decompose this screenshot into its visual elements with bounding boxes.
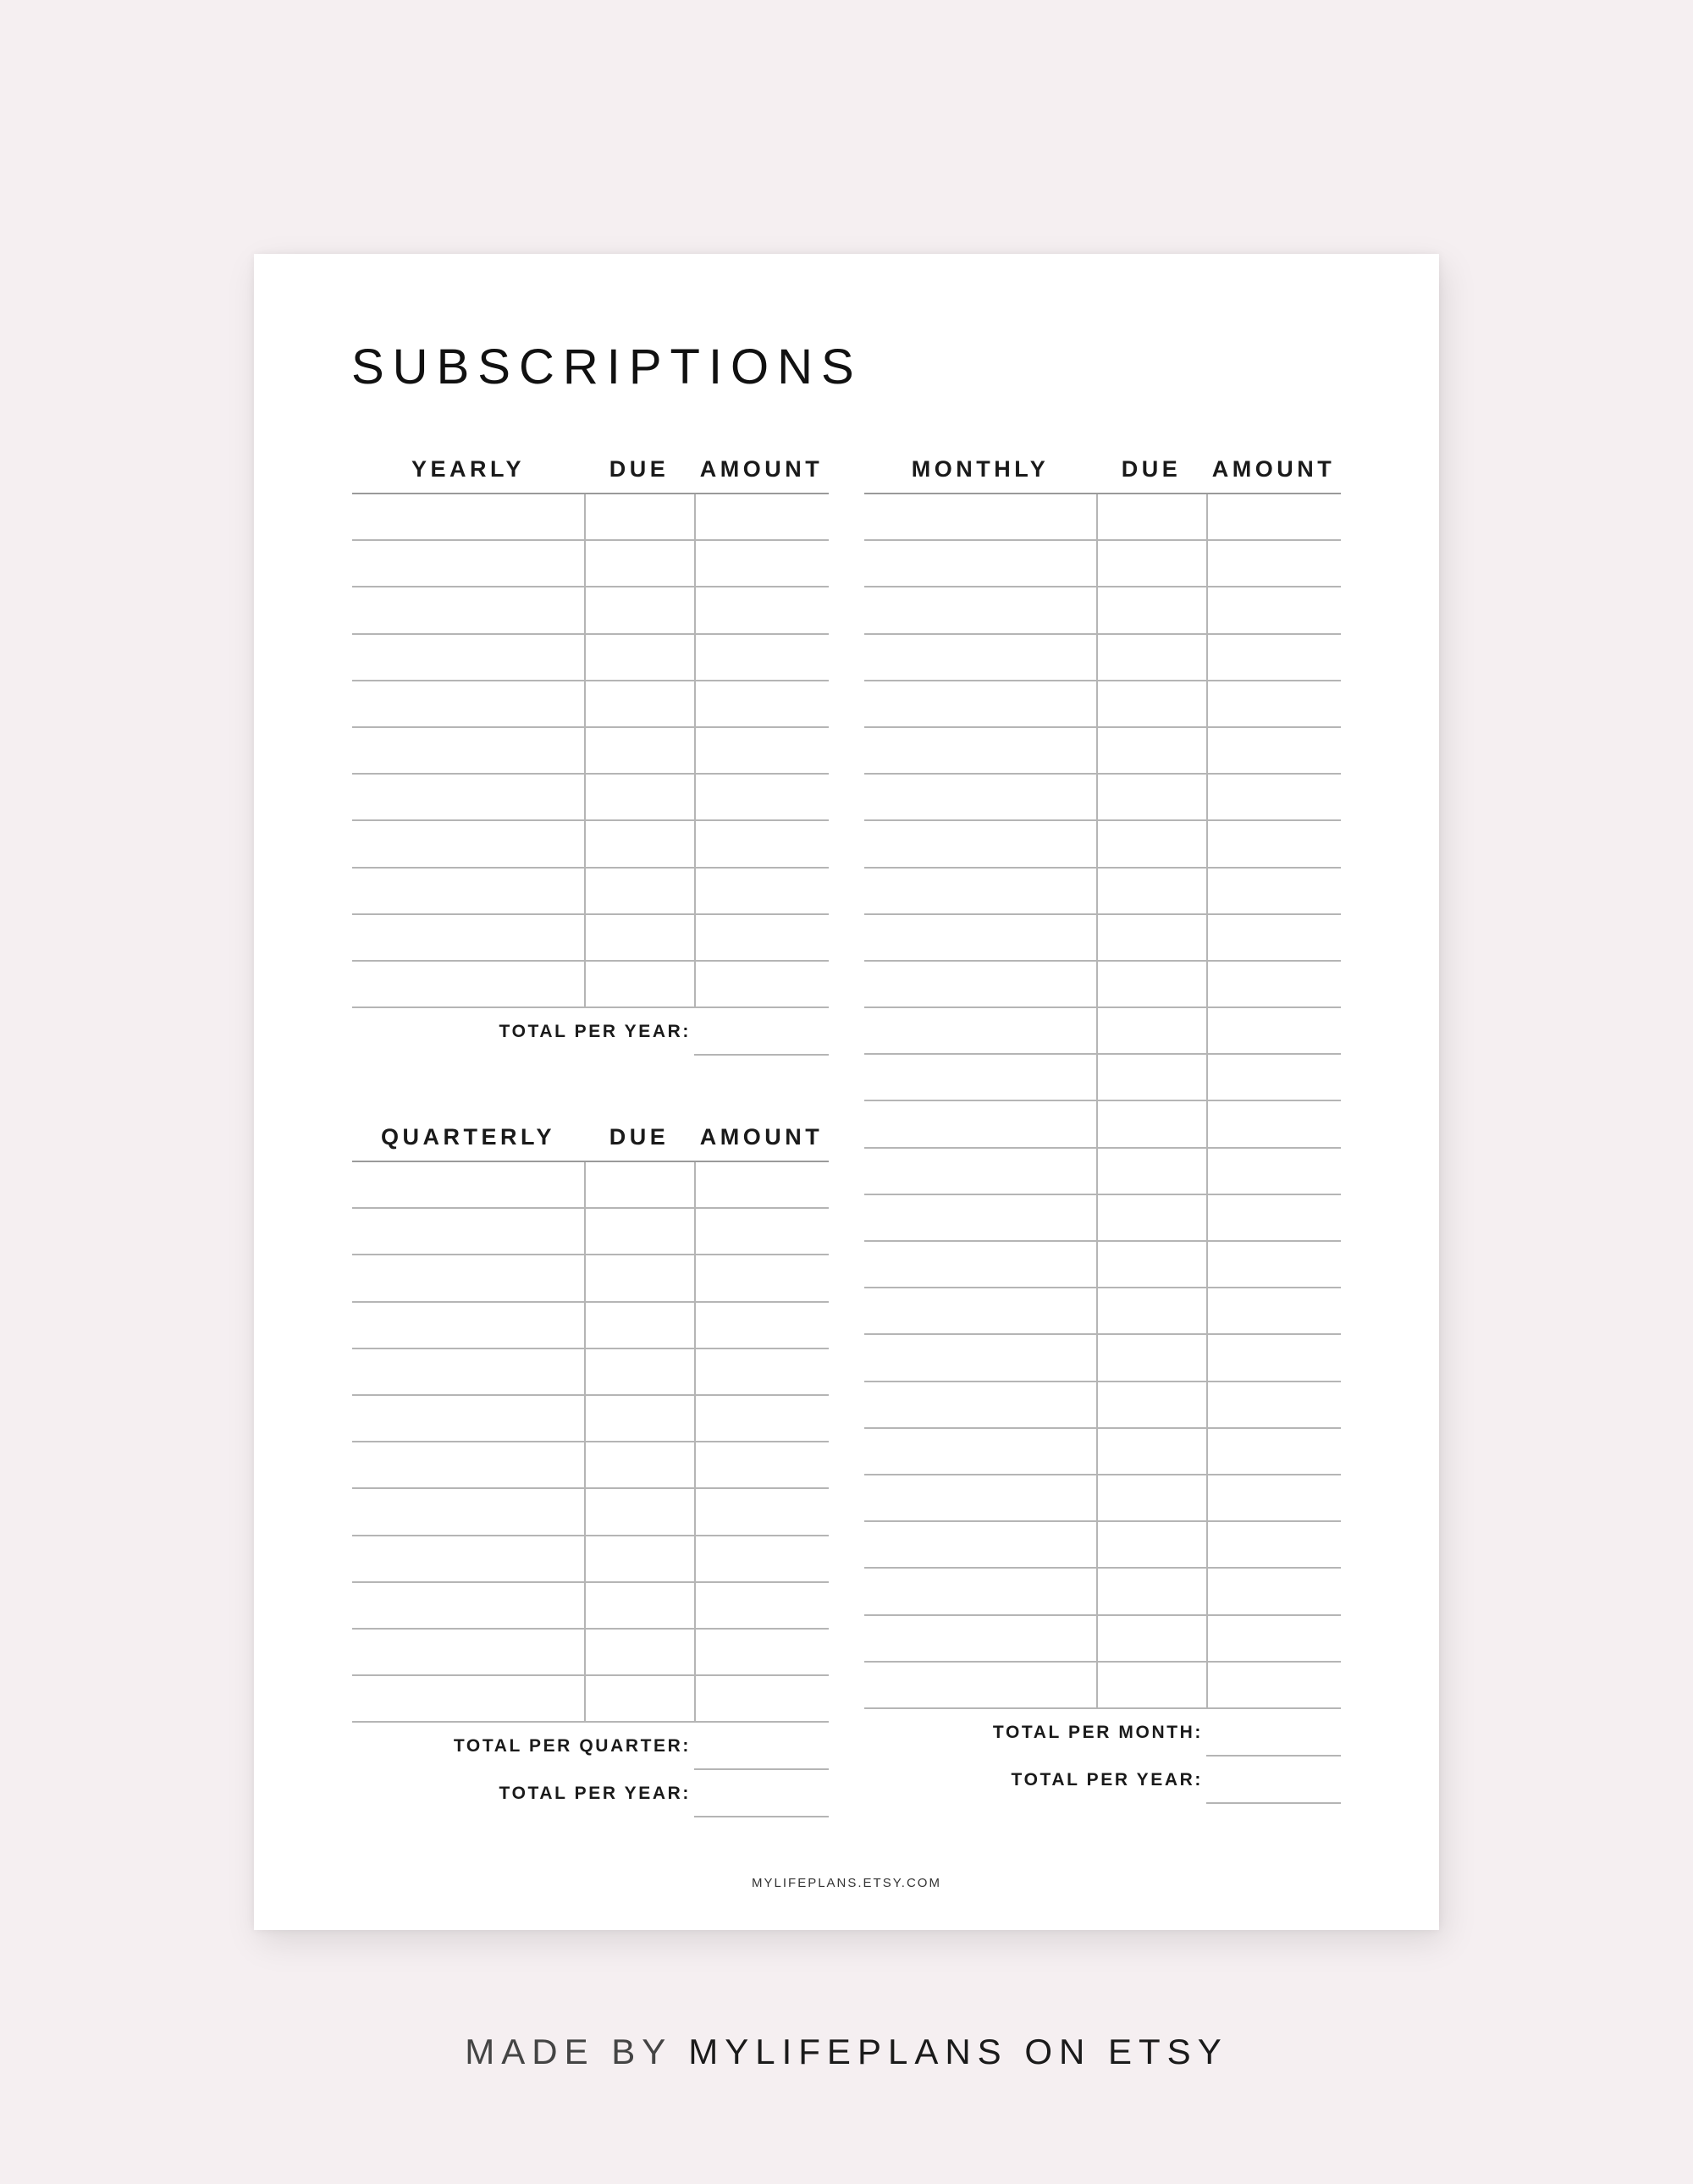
amount-cell[interactable] xyxy=(1206,635,1341,680)
amount-cell[interactable] xyxy=(1206,1522,1341,1567)
subscription-name-cell[interactable] xyxy=(864,1382,1096,1427)
quarterly-total-per-year xyxy=(352,1770,829,1817)
due-date-cell[interactable] xyxy=(1096,1569,1206,1613)
table-row xyxy=(864,1288,1341,1335)
due-date-cell[interactable] xyxy=(584,1536,694,1581)
total-label: TOTAL PER QUARTER: xyxy=(453,1736,691,1757)
table-row xyxy=(352,1536,829,1583)
subscription-name-cell[interactable] xyxy=(864,587,1096,632)
planner-sheet xyxy=(254,254,1439,1930)
amount-cell[interactable] xyxy=(1206,775,1341,819)
amount-cell[interactable] xyxy=(694,1583,829,1628)
due-date-cell[interactable] xyxy=(584,494,694,539)
due-date-cell[interactable] xyxy=(1096,1429,1206,1474)
monthly-due-header: DUE xyxy=(1121,456,1182,482)
table-row xyxy=(864,681,1341,728)
subscription-name-cell[interactable] xyxy=(864,869,1096,913)
due-date-cell[interactable] xyxy=(584,869,694,913)
subscription-name-cell[interactable] xyxy=(352,1162,584,1207)
subscription-name-cell[interactable] xyxy=(864,1335,1096,1380)
amount-cell[interactable] xyxy=(694,962,829,1007)
amount-cell[interactable] xyxy=(1206,1242,1341,1287)
monthly-header xyxy=(864,445,1341,493)
subscription-name-cell[interactable] xyxy=(864,494,1096,539)
amount-cell[interactable] xyxy=(694,681,829,726)
due-date-cell[interactable] xyxy=(584,635,694,680)
quarterly-due-header: DUE xyxy=(609,1124,670,1150)
subscription-name-cell[interactable] xyxy=(864,1475,1096,1520)
amount-cell[interactable] xyxy=(694,1349,829,1394)
amount-cell[interactable] xyxy=(694,541,829,586)
subscription-name-cell[interactable] xyxy=(864,1569,1096,1613)
subscription-name-cell[interactable] xyxy=(864,1616,1096,1661)
amount-cell[interactable] xyxy=(1206,869,1341,913)
subscription-name-cell[interactable] xyxy=(864,1429,1096,1474)
due-date-cell[interactable] xyxy=(584,1349,694,1394)
subscription-name-cell[interactable] xyxy=(864,1149,1096,1194)
total-field[interactable] xyxy=(694,1816,829,1817)
due-date-cell[interactable] xyxy=(584,821,694,866)
due-date-cell[interactable] xyxy=(584,728,694,773)
monthly-total-per-month xyxy=(864,1709,1341,1757)
subscription-name-cell[interactable] xyxy=(352,1583,584,1628)
due-date-cell[interactable] xyxy=(1096,962,1206,1007)
table-row xyxy=(864,541,1341,587)
table-row xyxy=(352,1349,829,1396)
subscription-name-cell[interactable] xyxy=(352,1396,584,1441)
total-field[interactable] xyxy=(1206,1802,1341,1804)
due-date-cell[interactable] xyxy=(1096,587,1206,632)
due-date-cell[interactable] xyxy=(584,1162,694,1207)
table-row xyxy=(352,1630,829,1676)
amount-cell[interactable] xyxy=(1206,681,1341,726)
yearly-section xyxy=(352,445,829,1056)
amount-cell[interactable] xyxy=(1206,1382,1341,1427)
due-date-cell[interactable] xyxy=(584,962,694,1007)
yearly-rows xyxy=(352,493,829,1008)
quarterly-section xyxy=(352,1113,829,1817)
table-row xyxy=(864,1429,1341,1475)
subscription-name-cell[interactable] xyxy=(864,775,1096,819)
yearly-due-header: DUE xyxy=(609,456,670,482)
subscription-name-cell[interactable] xyxy=(352,494,584,539)
quarterly-header xyxy=(352,1113,829,1161)
due-date-cell[interactable] xyxy=(1096,1008,1206,1053)
subscription-name-cell[interactable] xyxy=(352,1255,584,1300)
due-date-cell[interactable] xyxy=(1096,1522,1206,1567)
total-label: TOTAL PER YEAR: xyxy=(499,1784,691,1804)
amount-cell[interactable] xyxy=(694,635,829,680)
subscription-name-cell[interactable] xyxy=(864,1008,1096,1053)
table-row xyxy=(352,1396,829,1442)
amount-cell[interactable] xyxy=(1206,1429,1341,1474)
subscription-name-cell[interactable] xyxy=(864,1195,1096,1240)
table-row xyxy=(352,494,829,541)
table-row xyxy=(864,1149,1341,1195)
due-date-cell[interactable] xyxy=(1096,1663,1206,1707)
table-row xyxy=(864,494,1341,541)
amount-cell[interactable] xyxy=(1206,1475,1341,1520)
due-date-cell[interactable] xyxy=(584,1255,694,1300)
table-row xyxy=(352,728,829,775)
subscription-name-cell[interactable] xyxy=(352,1442,584,1487)
table-row xyxy=(864,915,1341,962)
page-title: SUBSCRIPTIONS xyxy=(351,339,863,394)
subscription-name-cell[interactable] xyxy=(352,1349,584,1394)
table-row xyxy=(864,869,1341,915)
table-row xyxy=(864,1242,1341,1288)
table-row xyxy=(352,821,829,868)
due-date-cell[interactable] xyxy=(584,1489,694,1534)
amount-cell[interactable] xyxy=(694,1630,829,1674)
table-row xyxy=(352,541,829,587)
table-row xyxy=(864,1522,1341,1569)
monthly-amount-header: AMOUNT xyxy=(1211,456,1336,482)
table-row xyxy=(352,1676,829,1723)
due-date-cell[interactable] xyxy=(1096,1195,1206,1240)
due-date-cell[interactable] xyxy=(584,587,694,632)
subscription-name-cell[interactable] xyxy=(352,635,584,680)
subscription-name-cell[interactable] xyxy=(864,915,1096,960)
due-date-cell[interactable] xyxy=(584,915,694,960)
table-row xyxy=(864,1475,1341,1522)
table-row xyxy=(352,869,829,915)
amount-cell[interactable] xyxy=(694,821,829,866)
due-date-cell[interactable] xyxy=(1096,821,1206,866)
amount-cell[interactable] xyxy=(1206,1569,1341,1613)
amount-cell[interactable] xyxy=(1206,1195,1341,1240)
due-date-cell[interactable] xyxy=(1096,681,1206,726)
table-row xyxy=(864,1008,1341,1055)
yearly-amount-header: AMOUNT xyxy=(699,456,824,482)
due-date-cell[interactable] xyxy=(1096,635,1206,680)
amount-cell[interactable] xyxy=(1206,1149,1341,1194)
amount-cell[interactable] xyxy=(694,1536,829,1581)
yearly-total-per-year xyxy=(352,1008,829,1056)
table-row xyxy=(352,1489,829,1536)
amount-cell[interactable] xyxy=(694,1489,829,1534)
due-date-cell[interactable] xyxy=(1096,1475,1206,1520)
table-row xyxy=(864,1616,1341,1663)
table-row xyxy=(864,1195,1341,1242)
table-row xyxy=(352,587,829,634)
table-row xyxy=(352,635,829,681)
table-row xyxy=(864,1569,1341,1615)
due-date-cell[interactable] xyxy=(584,1396,694,1441)
due-date-cell[interactable] xyxy=(584,1630,694,1674)
amount-cell[interactable] xyxy=(1206,587,1341,632)
table-row xyxy=(864,1663,1341,1709)
due-date-cell[interactable] xyxy=(1096,1335,1206,1380)
subscription-name-cell[interactable] xyxy=(352,587,584,632)
monthly-total-per-year xyxy=(864,1757,1341,1804)
quarterly-name-header: QUARTERLY xyxy=(380,1124,556,1150)
subscription-name-cell[interactable] xyxy=(352,1489,584,1534)
due-date-cell[interactable] xyxy=(1096,869,1206,913)
amount-cell[interactable] xyxy=(694,494,829,539)
table-row xyxy=(352,775,829,821)
table-row xyxy=(352,1209,829,1255)
subscription-name-cell[interactable] xyxy=(352,869,584,913)
yearly-header xyxy=(352,445,829,493)
subscription-name-cell[interactable] xyxy=(864,728,1096,773)
due-date-cell[interactable] xyxy=(584,1676,694,1721)
amount-cell[interactable] xyxy=(694,1209,829,1254)
due-date-cell[interactable] xyxy=(1096,1055,1206,1100)
due-date-cell[interactable] xyxy=(1096,541,1206,586)
subscription-name-cell[interactable] xyxy=(352,1209,584,1254)
total-label: TOTAL PER YEAR: xyxy=(1011,1769,1203,1790)
subscription-name-cell[interactable] xyxy=(864,635,1096,680)
amount-cell[interactable] xyxy=(694,1676,829,1721)
table-row xyxy=(352,1583,829,1630)
subscription-name-cell[interactable] xyxy=(352,541,584,586)
amount-cell[interactable] xyxy=(1206,728,1341,773)
table-row xyxy=(864,1382,1341,1429)
table-row xyxy=(864,1101,1341,1148)
subscription-name-cell[interactable] xyxy=(864,1288,1096,1333)
amount-cell[interactable] xyxy=(1206,821,1341,866)
amount-cell[interactable] xyxy=(694,728,829,773)
amount-cell[interactable] xyxy=(694,1162,829,1207)
table-row xyxy=(352,1442,829,1489)
subscription-name-cell[interactable] xyxy=(352,1630,584,1674)
total-label: TOTAL PER MONTH: xyxy=(992,1722,1203,1742)
amount-cell[interactable] xyxy=(1206,1616,1341,1661)
table-row xyxy=(352,681,829,728)
table-row xyxy=(352,1303,829,1349)
amount-cell[interactable] xyxy=(694,1303,829,1348)
due-date-cell[interactable] xyxy=(1096,1242,1206,1287)
subscription-name-cell[interactable] xyxy=(864,1242,1096,1287)
due-date-cell[interactable] xyxy=(1096,1616,1206,1661)
subscription-name-cell[interactable] xyxy=(864,541,1096,586)
amount-cell[interactable] xyxy=(1206,1101,1341,1146)
footer-url: MYLIFEPLANS.ETSY.COM xyxy=(752,1876,941,1890)
quarterly-rows xyxy=(352,1161,829,1723)
yearly-name-header: YEARLY xyxy=(411,456,526,482)
caption-suffix: MYLIFEPLANS ON ETSY xyxy=(688,2032,1228,2071)
subscription-name-cell[interactable] xyxy=(864,1522,1096,1567)
due-date-cell[interactable] xyxy=(584,1442,694,1487)
due-date-cell[interactable] xyxy=(584,1303,694,1348)
subscription-name-cell[interactable] xyxy=(864,1055,1096,1100)
subscription-name-cell[interactable] xyxy=(352,915,584,960)
subscription-name-cell[interactable] xyxy=(352,681,584,726)
due-date-cell[interactable] xyxy=(584,775,694,819)
due-date-cell[interactable] xyxy=(584,541,694,586)
due-date-cell[interactable] xyxy=(584,681,694,726)
amount-cell[interactable] xyxy=(1206,1663,1341,1707)
amount-cell[interactable] xyxy=(694,587,829,632)
table-row xyxy=(864,1335,1341,1382)
due-date-cell[interactable] xyxy=(584,1583,694,1628)
due-date-cell[interactable] xyxy=(1096,494,1206,539)
quarterly-amount-header: AMOUNT xyxy=(699,1124,824,1150)
amount-cell[interactable] xyxy=(694,1396,829,1441)
monthly-section xyxy=(864,445,1341,1804)
quarterly-total-per-quarter xyxy=(352,1723,829,1770)
amount-cell[interactable] xyxy=(1206,1335,1341,1380)
due-date-cell[interactable] xyxy=(1096,775,1206,819)
subscription-name-cell[interactable] xyxy=(352,1303,584,1348)
caption xyxy=(0,2032,1693,2072)
table-row xyxy=(864,821,1341,868)
due-date-cell[interactable] xyxy=(1096,728,1206,773)
table-row xyxy=(864,587,1341,634)
subscription-name-cell[interactable] xyxy=(864,1101,1096,1146)
amount-cell[interactable] xyxy=(1206,1055,1341,1100)
subscription-name-cell[interactable] xyxy=(352,1536,584,1581)
table-row xyxy=(352,1162,829,1209)
amount-cell[interactable] xyxy=(1206,494,1341,539)
table-row xyxy=(864,1055,1341,1101)
table-row xyxy=(352,1255,829,1302)
subscription-name-cell[interactable] xyxy=(864,962,1096,1007)
due-date-cell[interactable] xyxy=(1096,915,1206,960)
subscription-name-cell[interactable] xyxy=(864,681,1096,726)
amount-cell[interactable] xyxy=(694,915,829,960)
subscription-name-cell[interactable] xyxy=(352,1676,584,1721)
amount-cell[interactable] xyxy=(1206,962,1341,1007)
subscription-name-cell[interactable] xyxy=(352,821,584,866)
amount-cell[interactable] xyxy=(694,775,829,819)
monthly-rows xyxy=(864,493,1341,1709)
table-row xyxy=(864,728,1341,775)
due-date-cell[interactable] xyxy=(1096,1382,1206,1427)
table-row xyxy=(352,962,829,1008)
amount-cell[interactable] xyxy=(1206,1288,1341,1333)
amount-cell[interactable] xyxy=(1206,1008,1341,1053)
amount-cell[interactable] xyxy=(694,869,829,913)
amount-cell[interactable] xyxy=(1206,915,1341,960)
total-field[interactable] xyxy=(694,1054,829,1056)
subscription-name-cell[interactable] xyxy=(864,1663,1096,1707)
due-date-cell[interactable] xyxy=(584,1209,694,1254)
subscription-name-cell[interactable] xyxy=(352,728,584,773)
table-row xyxy=(864,635,1341,681)
due-date-cell[interactable] xyxy=(1096,1149,1206,1194)
due-date-cell[interactable] xyxy=(1096,1288,1206,1333)
subscription-name-cell[interactable] xyxy=(864,821,1096,866)
table-row xyxy=(864,962,1341,1008)
table-row xyxy=(864,775,1341,821)
monthly-name-header: MONTHLY xyxy=(911,456,1050,482)
amount-cell[interactable] xyxy=(694,1255,829,1300)
total-label: TOTAL PER YEAR: xyxy=(499,1022,691,1042)
table-row xyxy=(352,915,829,962)
amount-cell[interactable] xyxy=(694,1442,829,1487)
amount-cell[interactable] xyxy=(1206,541,1341,586)
subscription-name-cell[interactable] xyxy=(352,775,584,819)
caption-prefix: MADE BY xyxy=(465,2032,672,2071)
due-date-cell[interactable] xyxy=(1096,1101,1206,1146)
subscription-name-cell[interactable] xyxy=(352,962,584,1007)
